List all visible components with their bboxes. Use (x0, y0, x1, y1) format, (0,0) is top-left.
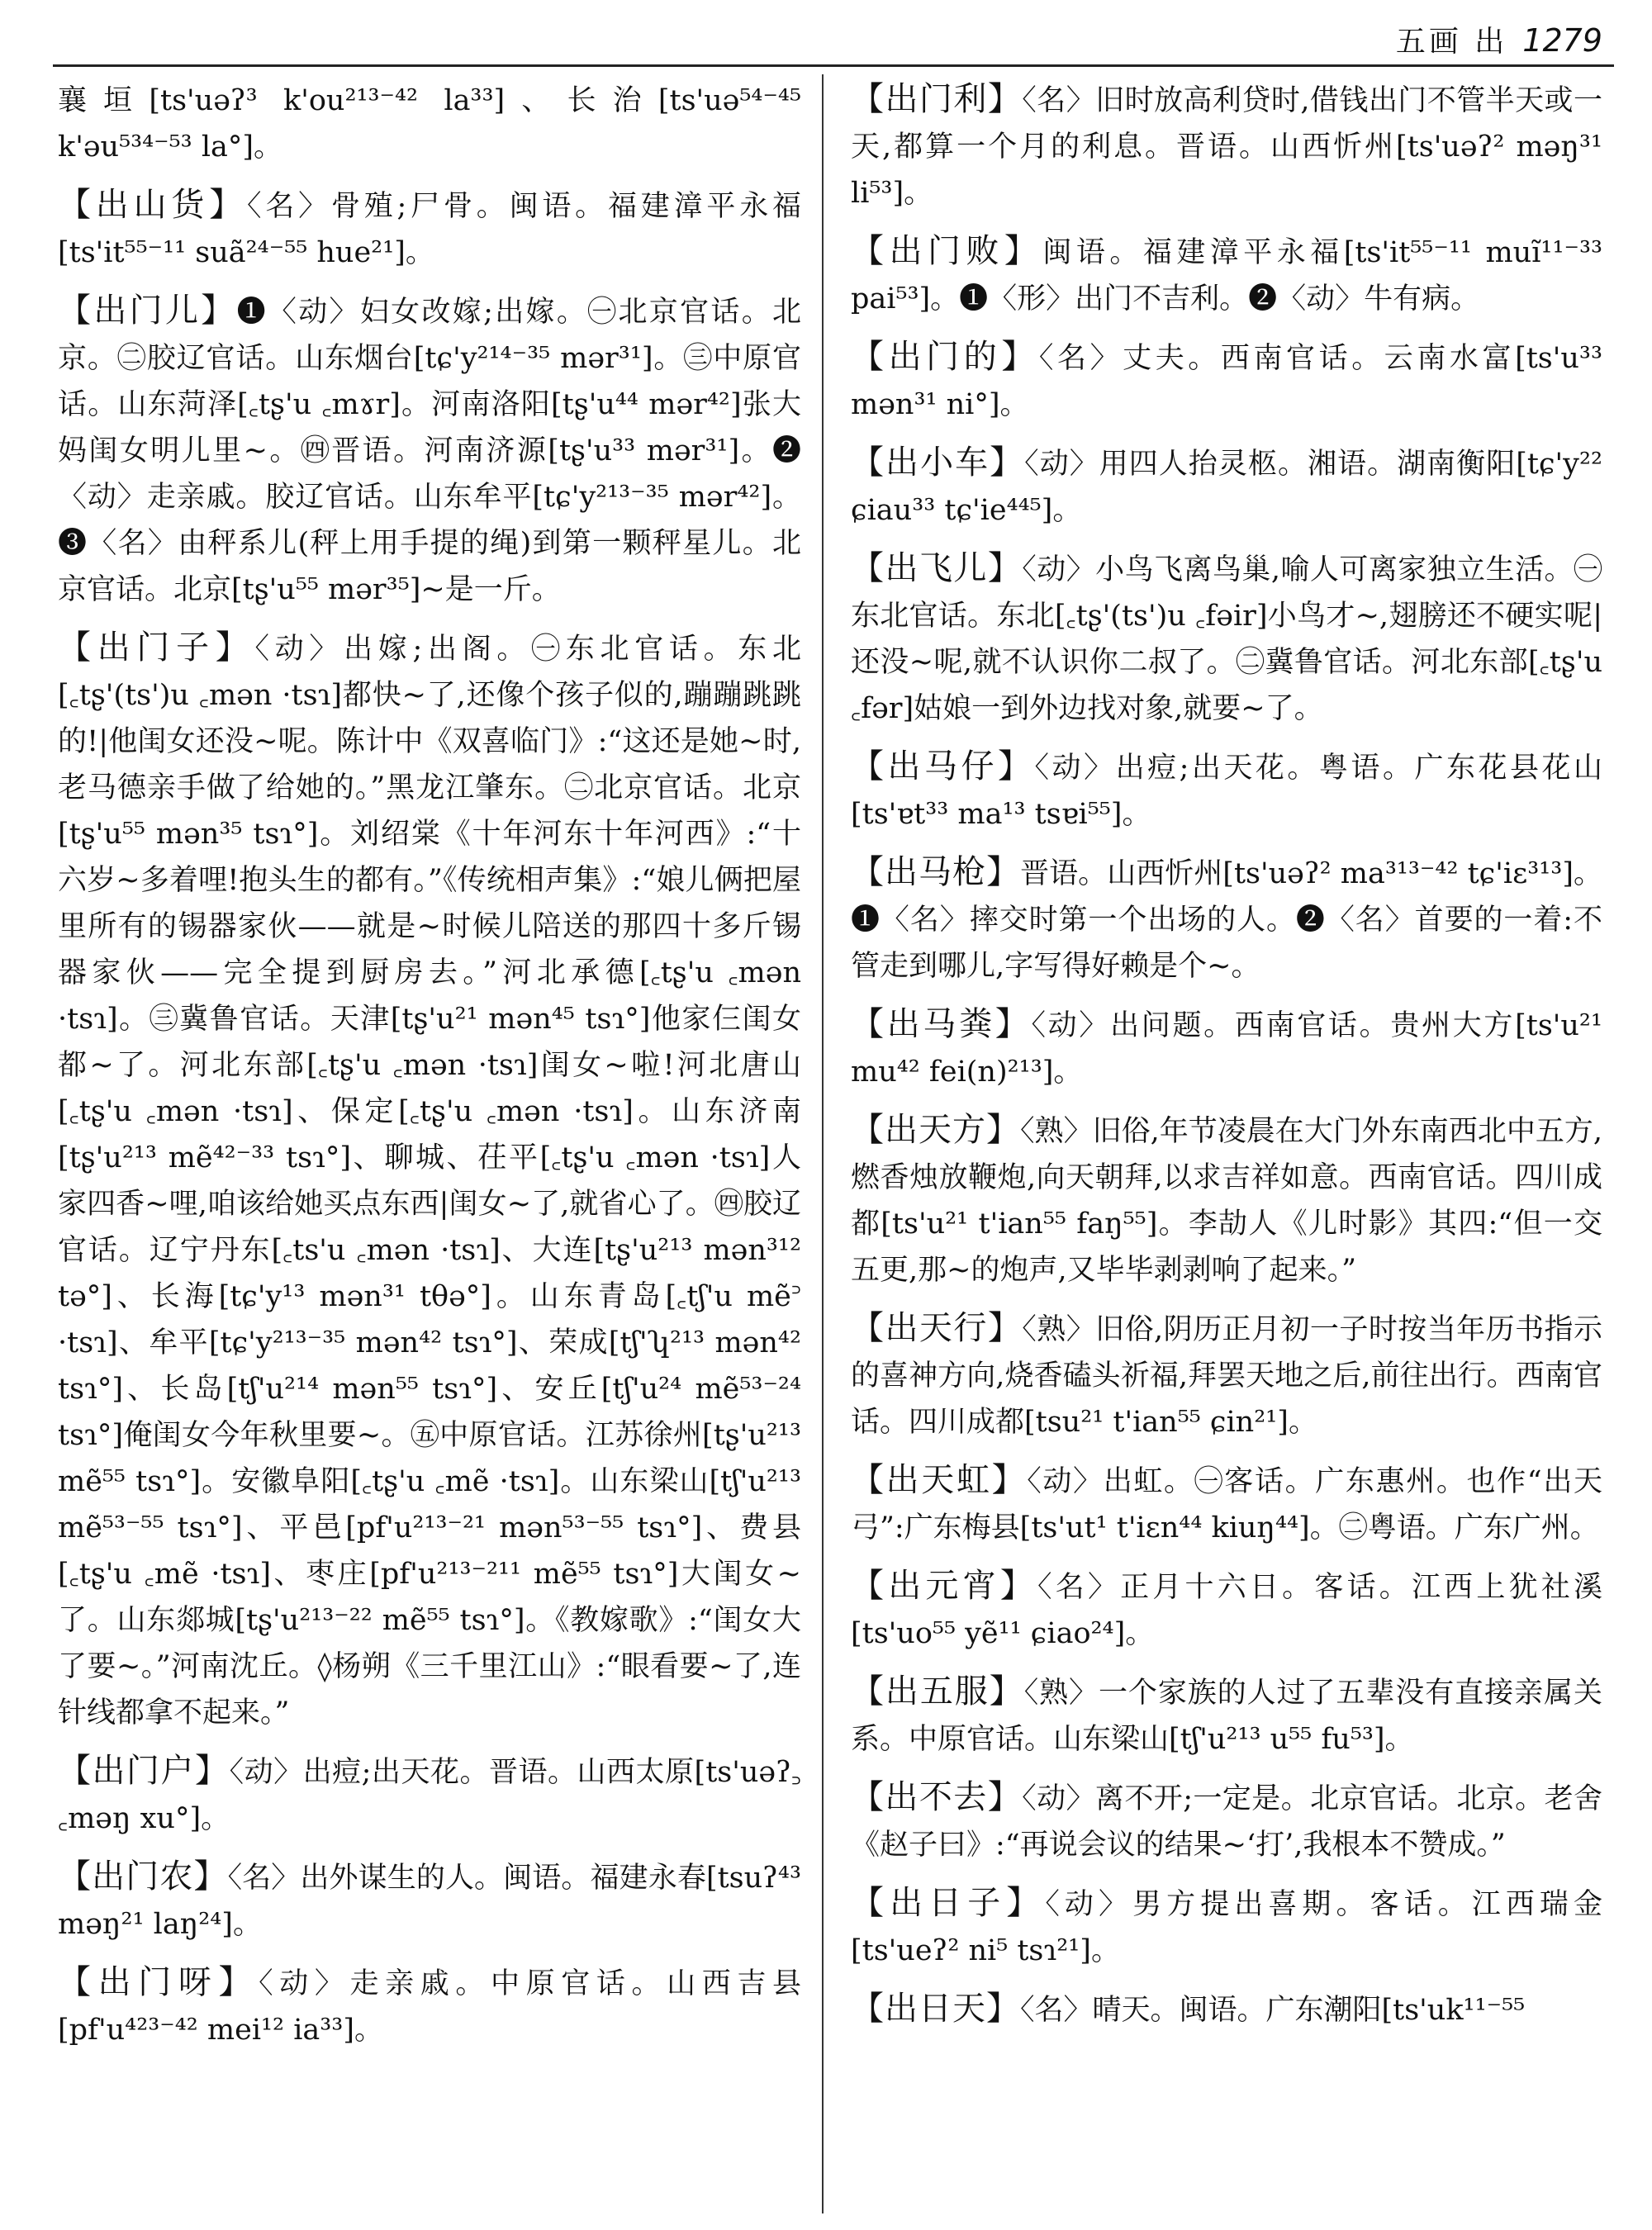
dictionary-entry (851, 1001, 1602, 1095)
entry-headword: 【出马枪】 (851, 853, 1021, 891)
entry-body: 〈名〉骨殖;尸骨。闽语。福建漳平永福[ts'it⁵⁵⁻¹¹ suã²⁴⁻⁵⁵ hue²¹]。 (58, 190, 802, 269)
entry-headword: 【出马粪】 (851, 1005, 1032, 1043)
entry-headword: 【出元宵】 (851, 1567, 1038, 1605)
dictionary-entry (851, 849, 1602, 989)
dictionary-entry (851, 76, 1602, 216)
entry-headword: 【出天行】 (851, 1309, 1023, 1347)
entry-body: 晋语。山西忻州[ts'uəʔ² ma³¹³⁻⁴² tɕ'iɛ³¹³]。❶〈名〉摔交时第一个出场的人。❷〈名〉首要的一着:不管走到哪儿,字写得好赖是个~。 (851, 857, 1603, 983)
dictionary-entry (58, 182, 801, 276)
entry-headword: 【出山货】 (58, 186, 248, 224)
page-number: 1279 (1522, 22, 1602, 59)
entry-body: 〈熟〉旧俗,年节凌晨在大门外东南西北中五方,燃香烛放鞭炮,向天朝拜,以求吉祥如意。西南官话。四川成都[ts'u²¹ t'ian⁵⁵ faŋ⁵⁵]。李劼人《儿时影》其四:“但一交五更,那~的炮声,又毕毕剥剥响了起来。” (851, 1115, 1602, 1287)
dictionary-entry (851, 228, 1602, 322)
entry-body: 〈动〉用四人抬灵柩。湘语。湖南衡阳[tɕ'y²² ɕiau³³ tɕ'ie⁴⁴⁵]。 (851, 448, 1603, 527)
entry-body: ❶〈动〉妇女改嫁;出嫁。㊀北京官话。北京。㊁胶辽官话。山东烟台[tɕ'y²¹⁴⁻³⁵ mər³¹]。㊂中原官话。山东菏泽[꜀tʂ'u ꜀mɤr]。河南洛阳[tʂ'u⁴⁴ mər⁴²]张大妈闺女明儿里~。㊃晋语。河南济源[tʂ'u³³ mər³¹]。❷〈动〉走亲戚。胶辽官话。山东牟平[tɕ'y²¹³⁻³⁵ mər⁴²]。❸〈名〉由秤系儿(秤上用手提的绳)到第一颗秤星儿。北京官话。北京[tʂ'u⁵⁵ mər³⁵]~是一斤。 (58, 296, 802, 606)
entry-body: 〈动〉出问题。西南官话。贵州大方[ts'u²¹ mu⁴² fei(n)²¹³]。 (851, 1009, 1602, 1089)
dictionary-entry (851, 1305, 1602, 1445)
dictionary-entry (851, 545, 1602, 732)
entry-headword: 【出门子】 (58, 629, 255, 667)
entry-headword: 【出门农】 (58, 1858, 228, 1896)
dictionary-entry (851, 1774, 1602, 1868)
dictionary-entry (58, 1853, 801, 1948)
entry-body: 〈动〉男方提出喜期。客话。江西瑞金[ts'ueʔ² ni⁵ tsɿ²¹]。 (851, 1888, 1602, 1967)
dictionary-entry (58, 624, 801, 1736)
dictionary-entry (851, 1880, 1602, 1974)
entry-body: 〈名〉晴天。闽语。广东潮阳[ts'uk¹¹⁻⁵⁵ (1020, 1994, 1526, 2027)
entry-body: 〈熟〉一个家族的人过了五辈没有直接亲属关系。中原官话。山东梁山[tʃ'u²¹³ u⁵⁵ fu⁵³]。 (851, 1677, 1602, 1756)
column-divider (822, 74, 824, 2213)
entry-headword: 【出五服】 (851, 1672, 1024, 1710)
entry-headword: 【出飞儿】 (851, 549, 1023, 587)
entry-headword: 【出日子】 (851, 1884, 1046, 1922)
entry-body: 〈动〉出嫁;出阁。㊀东北官话。东北[꜀tʂ'(ts')u ꜀mən ·tsɿ]都快~了,还像个孩子似的,蹦蹦跳跳的!|他闺女还没~呢。陈计中《双喜临门》:“这还是她~时,老马德亲手做了给她的。”黑龙江肇东。㊁北京官话。北京[tʂ'u⁵⁵ mən³⁵ tsɿ°]。刘绍棠《十年河东十年河西》:“十六岁~多着哩!抱头生的都有。”《传统相声集》:“娘儿俩把屋里所有的锡器家伙——就是~时候儿陪送的那四十多斤锡器家伙——完全提到厨房去。”河北承德[꜀tʂ'u ꜀mən ·tsɿ]。㊂冀鲁官话。天津[tʂ'u²¹ mən⁴⁵ tsɿ°]他家仨闺女都~了。河北东部[꜀tʂ'u ꜀mən ·tsɿ]闺女~啦!河北唐山[꜀tʂ'u ꜀mən ·tsɿ]、保定[꜀tʂ'u ꜀mən ·tsɿ]。山东济南[tʂ'u²¹³ mẽ⁴²⁻³³ tsɿ°]、聊城、茌平[꜀tʂ'u ꜀mən ·tsɿ]人家四香~哩,咱该给她买点东西|闺女~了,就省心了。㊃胶辽官话。辽宁丹东[꜀ts'u ꜀mən ·tsɿ]、大连[tʂ'u²¹³ mən³¹² tə°]、长海[tɕ'y¹³ mən³¹ tθə°]。山东青岛[꜀tʃ'u mẽ꜄ ·tsɿ]、牟平[tɕ'y²¹³⁻³⁵ mən⁴² tsɿ°]、荣成[tʃ'ʮ²¹³ mən⁴² tsɿ°]、长岛[tʃ'u²¹⁴ mən⁵⁵ tsɿ°]、安丘[tʃ'u²⁴ mẽ⁵³⁻²⁴ tsɿ°]俺闺女今年秋里要~。㊄中原官话。江苏徐州[tʂ'u²¹³ mẽ⁵⁵ tsɿ°]。安徽阜阳[꜀tʂ'u ꜀mẽ ·tsɿ]。山东梁山[tʃ'u²¹³ mẽ⁵³⁻⁵⁵ tsɿ°]、平邑[pf'u²¹³⁻²¹ mən⁵³⁻⁵⁵ tsɿ°]、费县[꜀tʂ'u ꜀mẽ ·tsɿ]、枣庄[pf'u²¹³⁻²¹¹ mẽ⁵⁵ tsɿ°]大闺女~了。山东郯城[tʂ'u²¹³⁻²² mẽ⁵⁵ tsɿ°]。《教嫁歌》:“闺女大了要~。”河南沈丘。◊杨朔《三千里江山》:“眼看要~了,连针线都拿不起来。” (58, 633, 802, 1729)
dictionary-entry (851, 1986, 1602, 2033)
dictionary-entry (851, 1668, 1602, 1763)
entry-headword: 【出门呀】 (58, 1963, 259, 2001)
right-column (851, 76, 1602, 2045)
entry-headword: 【出门户】 (58, 1752, 230, 1790)
entry-headword: 【出日天】 (851, 1990, 1020, 2028)
entry-body: 〈动〉走亲戚。中原官话。山西吉县[pf'u⁴²³⁻⁴² mei¹² ia³³]。 (58, 1967, 801, 2047)
entry-body: 〈动〉出虹。㊀客话。广东惠州。也作“出天弓”:广东梅县[ts'ut¹ t'iɛn⁴⁴ kiuŋ⁴⁴]。㊁粤语。广东广州。 (851, 1465, 1602, 1544)
entry-continuation: 襄垣[ts'uəʔ³ k'ou²¹³⁻⁴² la³³]、长治[ts'uə⁵⁴⁻⁴⁵ k'əu⁵³⁴⁻⁵³ la°]。 (58, 84, 801, 164)
entry-headword: 【出小车】 (851, 444, 1025, 482)
dictionary-entry (851, 439, 1602, 534)
entry-body: 〈动〉出痘;出天花。粤语。广东花县花山[ts'ɐt³³ ma¹³ tsɐi⁵⁵]。 (851, 752, 1602, 831)
dictionary-entry (58, 287, 801, 613)
entry-headword: 【出门败】 (851, 232, 1043, 270)
section-title: 五画 出 (1395, 25, 1508, 59)
entry-headword: 【出门的】 (851, 338, 1039, 376)
entry-headword: 【出天虹】 (851, 1461, 1028, 1499)
entry-headword: 【出门儿】 (58, 292, 237, 330)
entry-body: 〈动〉出痘;出天花。晋语。山西太原[ts'uəʔ꜆ ꜀məŋ xu°]。 (58, 1756, 801, 1835)
entry-headword: 【出马仔】 (851, 747, 1035, 785)
dictionary-entry (58, 1748, 801, 1842)
left-column (58, 76, 801, 2065)
dictionary-entry (851, 1563, 1602, 1657)
entry-body: 〈名〉旧时放高利贷时,借钱出门不管半天或一天,都算一个月的利息。晋语。山西忻州[ts'uəʔ² məŋ³¹ li⁵³]。 (851, 84, 1602, 210)
entry-body: 〈动〉离不开;一定是。北京官话。北京。老舍《赵子曰》:“再说会议的结果~‘打’,我根本不赞成。” (851, 1782, 1602, 1862)
entry-body: 〈名〉丈夫。西南官话。云南水富[ts'u³³ mən³¹ ni°]。 (851, 342, 1602, 421)
entry-body: 闽语。福建漳平永福[ts'it⁵⁵⁻¹¹ muĩ¹¹⁻³³ pai⁵³]。❶〈形〉出门不吉利。❷〈动〉牛有病。 (851, 236, 1603, 316)
dictionary-entry (851, 334, 1602, 428)
entry-headword: 【出天方】 (851, 1111, 1021, 1149)
entry-body: 〈熟〉旧俗,阴历正月初一子时按当年历书指示的喜神方向,烧香磕头祈福,拜罢天地之后,前往出行。西南官话。四川成都[tsu²¹ t'ian⁵⁵ ɕin²¹]。 (851, 1313, 1602, 1439)
dictionary-entry (58, 1959, 801, 2053)
entry-body: 〈动〉小鸟飞离鸟巢,喻人可离家独立生活。㊀东北官话。东北[꜀tʂ'(ts')u ꜀fəir]小鸟才~,翅膀还不硬实呢|还没~呢,就不认识你二叔了。㊁冀鲁官话。河北东部[꜀tʂ'u ꜀fər]姑娘一到外边找对象,就要~了。 (851, 553, 1602, 725)
entry-body: 〈名〉出外谋生的人。闽语。福建永春[tsuʔ⁴³ məŋ²¹ laŋ²⁴]。 (58, 1862, 801, 1941)
entry-headword: 【出门利】 (851, 80, 1023, 118)
running-head (1396, 18, 1602, 59)
dictionary-entry (851, 1107, 1602, 1293)
dictionary-entry (851, 743, 1602, 837)
header-rule (53, 64, 1614, 67)
entry-headword: 【出不去】 (851, 1778, 1023, 1816)
entry-body: 〈名〉正月十六日。客话。江西上犹社溪[ts'uo⁵⁵ yẽ¹¹ ɕiao²⁴]。 (851, 1571, 1602, 1650)
dictionary-entry (851, 1457, 1602, 1551)
